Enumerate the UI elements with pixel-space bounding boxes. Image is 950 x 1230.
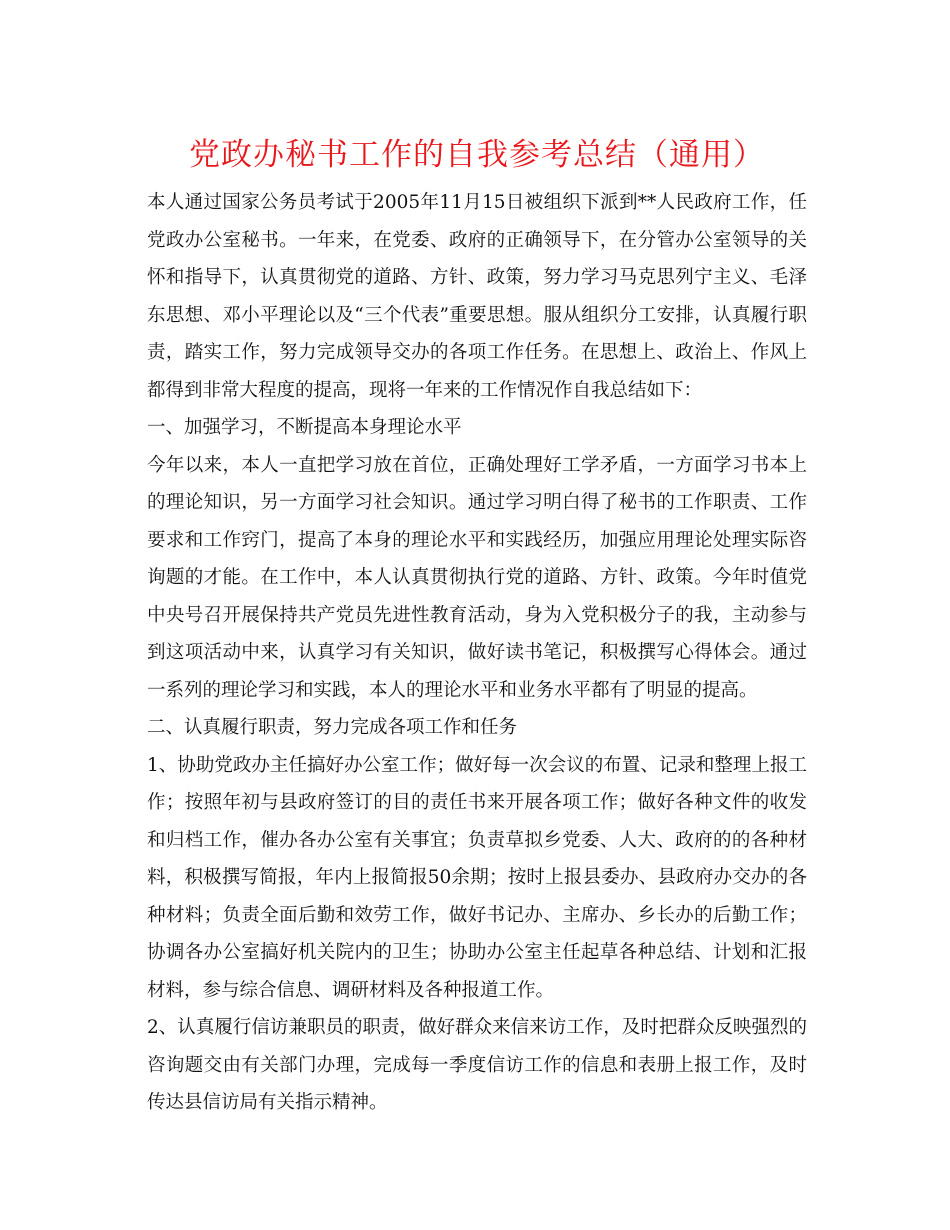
section-heading-2: 二、认真履行职责，努力完成各项工作和任务 xyxy=(147,717,518,738)
paragraph-duty-2: 2、认真履行信访兼职员的职责，做好群众来信来访工作，及时把群众反映强烈的咨询题交由有关部门办理，完成每一季度信访工作的信息和表册上报工作，及时传达县信访局有关指示精神。 xyxy=(147,1017,807,1113)
section-heading-1: 一、加强学习，不断提高本身理论水平 xyxy=(147,417,462,438)
document-title: 党政办秘书工作的自我参考总结（通用） xyxy=(189,137,765,173)
paragraph-study: 今年以来，本人一直把学习放在首位，正确处理好工学矛盾，一方面学习书本上的理论知识，另一方面学习社会知识。通过学习明白得了秘书的工作职责、工作要求和工作窍门，提高了本身的理论水平和实践经历，加强应用理论处理实际咨询题的才能。在工作中，本人认真贯彻执行党的道路、方针、政策。今年时值党中央号召开展保持共产党员先进性教育活动，身为入党积极分子的我，主动参与到这项活动中来，认真学习有关知识，做好读书笔记，积极撰写心得体会。通过一系列的理论学习和实践，本人的理论水平和业务水平都有了明显的提高。 xyxy=(147,454,807,701)
paragraph-intro: 本人通过国家公务员考试于2005年11月15日被组织下派到**人民政府工作，任党政办公室秘书。一年来，在党委、政府的正确领导下，在分管办公室领导的关怀和指导下，认真贯彻党的道路、方针、政策，努力学习马克思列宁主义、毛泽东思想、邓小平理论以及“三个代表”重要思想。服从组织分工安排，认真履行职责，踏实工作，努力完成领导交办的各项工作任务。在思想上、政治上、作风上都得到非常大程度的提高，现将一年来的工作情况作自我总结如下： xyxy=(147,192,807,401)
document-body xyxy=(147,184,807,1122)
paragraph-duty-1: 1、协助党政办主任搞好办公室工作；做好每一次会议的布置、记录和整理上报工作；按照年初与县政府签订的目的责任书来开展各项工作；做好各种文件的收发和归档工作，催办各办公室有关事宜；负责草拟乡党委、人大、政府的的各种材料，积极撰写简报，年内上报简报50余期；按时上报县委办、县政府办交办的各种材料；负责全面后勤和效劳工作，做好书记办、主席办、乡长办的后勤工作；协调各办公室搞好机关院内的卫生；协助办公室主任起草各种总结、计划和汇报材料，参与综合信息、调研材料及各种报道工作。 xyxy=(147,754,807,1001)
document-page xyxy=(147,130,807,1122)
